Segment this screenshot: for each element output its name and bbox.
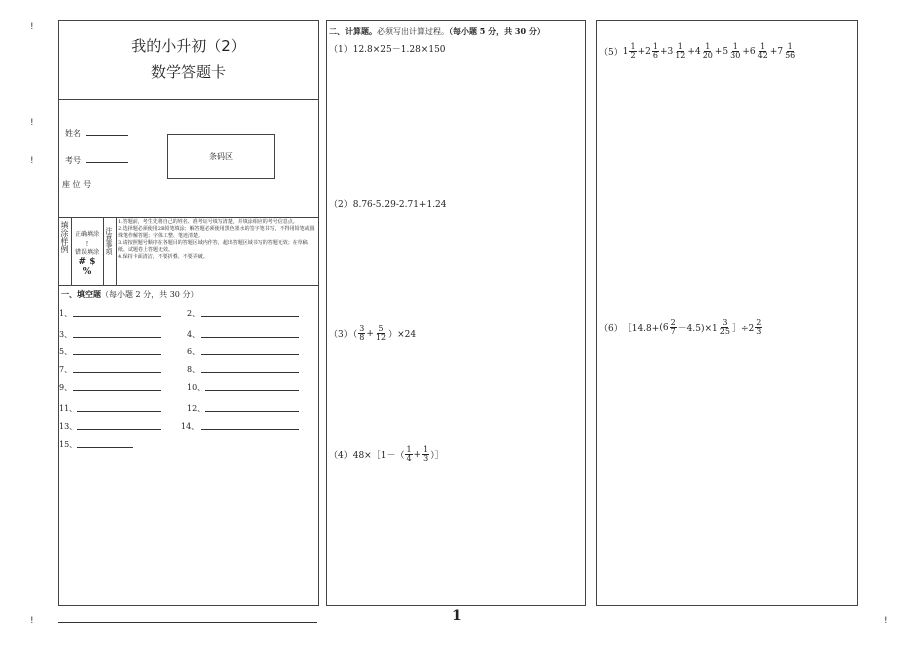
mixed-number [722,43,742,60]
correct-fill-label: 正确填涂 [74,231,99,238]
blank-label: 12、 [187,404,206,413]
numerator: 1 [677,42,683,51]
fraction [755,319,762,336]
fraction [629,43,636,60]
blank-field[interactable] [73,372,161,373]
denominator: 7 [670,327,676,336]
blank-field[interactable] [201,337,299,338]
denominator: 42 [757,51,768,60]
numerator: 2 [670,318,676,327]
divider [59,217,318,218]
corner-mark-bottom-right: ! [884,616,888,626]
operator: + [687,46,695,57]
fraction [702,43,714,60]
denominator: 8 [359,333,365,342]
notice-label: 注意事项 [105,227,113,255]
mixed-number [750,43,770,60]
page-number: 1 [452,608,462,624]
edge-mark-left-2: ! [30,156,34,166]
blank-field[interactable] [201,429,299,430]
edge-mark-left-1: ! [30,118,34,128]
blank-field[interactable] [205,411,299,412]
blank-label: 10、 [187,383,206,392]
operator: + [366,328,374,339]
blank-label: 7、 [59,365,73,374]
numerator: 1 [652,42,658,51]
section2-note: 必须写出计算过程。 [377,27,449,36]
fraction [674,43,686,60]
numerator: 1 [423,445,429,454]
blank-field[interactable] [73,354,161,355]
blank-field[interactable] [201,372,299,373]
blank-field[interactable] [73,337,161,338]
mixed-number [777,43,797,60]
operator: + [742,46,750,57]
fraction [422,446,429,463]
whole: 3 [667,47,674,57]
fraction [729,43,741,60]
card-title: 我的小升初（2） [131,37,246,55]
divider [59,99,318,100]
divider [59,285,318,286]
blank-label: 11、 [59,404,78,413]
question-3 [329,325,416,342]
whole: 2 [645,47,651,57]
blank-label: 13、 [59,422,78,431]
notice-line: 1.答题前，考生先将自己的姓名、准考证号填写清楚，并填涂相应的考号信息点。 [118,219,298,225]
q6-part-a: ［14.8+ [622,324,660,334]
blank-label: 1、 [59,309,73,318]
wrong-fill-label: 错误填涂 [74,249,99,256]
fraction [757,43,769,60]
question-2: （2）8.76-5.29-2.71+1.24 [329,200,447,210]
blank-label: 5、 [59,347,73,356]
operator: + [637,46,646,57]
mixed-number [667,43,687,60]
blank-label: 6、 [187,347,201,356]
divider [116,217,117,285]
left-panel [58,20,319,606]
fraction [719,319,731,336]
section1-title: 一、填空题 [61,289,101,299]
denominator: 56 [785,51,796,60]
whole: 6 [749,47,756,57]
blank-field[interactable] [73,316,161,317]
denominator: 30 [730,51,741,60]
denominator: 4 [406,454,412,463]
blank-field[interactable] [77,447,133,448]
blank-label: 4、 [187,330,201,339]
mixed-number [623,43,638,60]
blank-label: 8、 [187,365,201,374]
denominator: 6 [652,51,658,60]
q3-suffix: ）×24 [388,330,417,340]
correct-fill-mark: ! [85,241,89,248]
numerator: 1 [732,42,738,51]
blank-label: 15、 [59,440,78,449]
denominator: 25 [719,327,730,336]
notice-line: 2.选择题必须使用2B铅笔填涂；解答题必须使用黑色墨水的签字笔书写，不得用铅笔或圆珠笔作解答题；字体工整、笔迹清楚。 [118,226,315,239]
notice-line: 3.请按照题号顺序在各题目的答题区域内作答，超出答题区域书写的答题无效；在草稿纸、试题卷上答题无效。 [118,240,308,253]
section2-heading [329,26,545,37]
q5-label: （5） [599,48,623,58]
footer-line [58,622,317,623]
denominator: 20 [702,51,713,60]
denominator: 3 [423,454,429,463]
whole: 4 [694,47,701,57]
fraction [652,43,659,60]
q4-prefix: （4）48×［1－（ [329,451,405,461]
wrong-fill-marks: # $ % [78,257,96,277]
q3-prefix: （3）（ [329,330,358,340]
blank-field[interactable] [77,429,161,430]
seat-label: 座 位 号 [62,180,92,189]
section2-points: （每小题 5 分，共 30 分） [449,26,545,36]
fraction [670,319,677,336]
blank-field[interactable] [201,316,299,317]
name-field[interactable] [86,135,128,136]
numerator: 1 [787,42,793,51]
q6-part-d: ］÷2 [731,324,755,334]
mixed-number [645,43,660,60]
q4-suffix: ）］ [430,451,444,461]
operator: + [659,46,668,57]
denominator: 12 [675,51,686,60]
question-1: （1）12.8×25－1.28×150 [329,45,446,55]
right-panel [596,20,858,606]
blank-label: 14、 [181,422,200,431]
name-label: 姓名 [65,129,81,138]
numerator: 1 [630,42,636,51]
whole: 1 [622,47,629,57]
notice-text [118,219,317,261]
q6-label: （6） [599,324,623,334]
blank-label: 9、 [59,383,73,392]
numerator: 2 [756,318,762,327]
barcode-area [167,134,275,179]
numerator: 3 [359,324,365,333]
numerator: 5 [378,324,384,333]
exam-no-label: 考号 [65,156,81,165]
exam-no-field[interactable] [86,162,128,163]
whole: 7 [777,47,784,57]
fraction [375,325,387,342]
operator: + [714,46,723,57]
notice-line: 4.保持卡面清洁，不要折叠、不要弄破。 [118,254,208,260]
numerator: 1 [705,42,711,51]
mixed-number [695,43,715,60]
denominator: 3 [756,327,762,336]
fraction [358,325,365,342]
whole: 5 [722,47,729,57]
middle-panel [326,20,586,606]
question-6 [599,319,763,336]
denominator: 2 [630,51,636,60]
question-4 [329,446,444,463]
sample-label: 填涂样例 [60,221,69,253]
section1-heading [61,289,198,300]
numerator: 1 [406,445,412,454]
blank-field[interactable] [205,390,299,391]
corner-mark-top-left: ! [30,22,34,32]
blank-field[interactable] [73,390,161,391]
fraction [405,446,412,463]
barcode-label: 条码区 [209,152,233,161]
blank-label: 3、 [59,330,73,339]
numerator: 1 [760,42,766,51]
section2-title: 二、计算题。 [329,26,377,36]
q6-part-b: (6 [659,322,669,333]
question-5 [599,43,797,60]
card-subtitle: 数学答题卡 [150,63,226,81]
blank-field[interactable] [77,411,161,412]
section1-note: （每小题 2 分，共 30 分） [101,290,199,299]
denominator: 12 [375,333,387,342]
blank-label: 2、 [187,309,201,318]
numerator: 3 [722,318,728,327]
divider [71,217,72,285]
corner-mark-bottom-left: ! [30,616,34,626]
q6-part-c: －4.5)×1 [677,324,718,334]
fraction [784,43,796,60]
blank-field[interactable] [201,354,299,355]
operator: + [769,46,778,57]
operator: + [413,449,422,460]
